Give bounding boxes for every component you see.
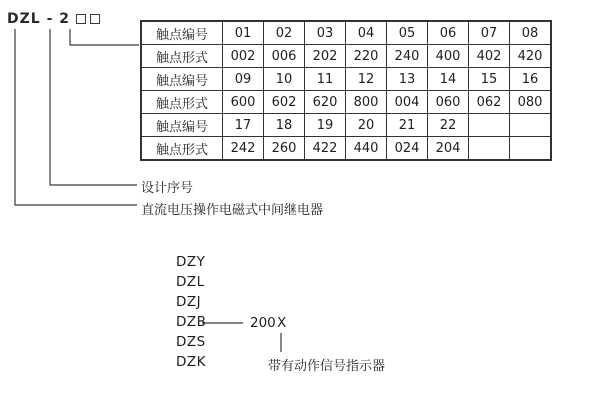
model-digit-box-2: [90, 14, 100, 24]
value-cell: 242: [223, 137, 264, 161]
value-cell: 080: [510, 91, 552, 114]
value-cell: 600: [223, 91, 264, 114]
series-item-dzb: DZB: [176, 314, 207, 330]
variant-note-label: 带有动作信号指示器: [268, 359, 386, 374]
dzb-number-value: 200: [250, 315, 276, 331]
table-row: [141, 91, 551, 114]
value-cell: 422: [305, 137, 346, 161]
value-cell: 04: [346, 21, 387, 45]
value-cell: 260: [264, 137, 305, 161]
table-row: [141, 137, 551, 161]
value-cell: 220: [346, 45, 387, 68]
dzb-variant-value: X: [277, 315, 287, 331]
value-cell: 14: [428, 68, 469, 91]
table-row: [141, 45, 551, 68]
row-label-cell: 触点形式: [141, 137, 223, 161]
relay-type-connector-line: [15, 29, 137, 205]
row-label-cell: 触点编号: [141, 68, 223, 91]
value-cell: 420: [510, 45, 552, 68]
value-cell: 16: [510, 68, 552, 91]
table-row: [141, 114, 551, 137]
value-cell: 620: [305, 91, 346, 114]
relay-type-label: 直流电压操作电磁式中间继电器: [141, 203, 324, 218]
series-item-dzl: DZL: [176, 274, 205, 290]
value-cell: 15: [469, 68, 510, 91]
value-cell: [510, 114, 552, 137]
model-digit-box-1: [76, 14, 86, 24]
value-cell: 13: [387, 68, 428, 91]
value-cell: 204: [428, 137, 469, 161]
row-label-cell: 触点编号: [141, 21, 223, 45]
model-code-text: DZL - 2: [7, 11, 70, 27]
value-cell: 11: [305, 68, 346, 91]
series-item-dzs: DZS: [176, 334, 206, 350]
value-cell: 21: [387, 114, 428, 137]
table-connector-line: [70, 29, 139, 45]
model-code-header: [7, 11, 100, 27]
value-cell: 006: [264, 45, 305, 68]
value-cell: 09: [223, 68, 264, 91]
series-item-dzy: DZY: [176, 254, 206, 270]
value-cell: 17: [223, 114, 264, 137]
value-cell: 07: [469, 21, 510, 45]
contact-table: [140, 20, 552, 161]
design-serial-label: 设计序号: [141, 181, 194, 196]
row-label-cell: 触点形式: [141, 91, 223, 114]
value-cell: 004: [387, 91, 428, 114]
row-label-cell: 触点形式: [141, 45, 223, 68]
value-cell: 060: [428, 91, 469, 114]
series-item-dzj: DZJ: [176, 294, 202, 310]
value-cell: 18: [264, 114, 305, 137]
table-row: [141, 21, 551, 45]
value-cell: [510, 137, 552, 161]
series-list: [176, 252, 206, 372]
value-cell: 08: [510, 21, 552, 45]
value-cell: 602: [264, 91, 305, 114]
value-cell: 400: [428, 45, 469, 68]
row-label-cell: 触点编号: [141, 114, 223, 137]
value-cell: 02: [264, 21, 305, 45]
value-cell: 800: [346, 91, 387, 114]
value-cell: 22: [428, 114, 469, 137]
value-cell: [469, 114, 510, 137]
series-item-dzk: DZK: [176, 354, 206, 370]
value-cell: 19: [305, 114, 346, 137]
value-cell: 12: [346, 68, 387, 91]
value-cell: 062: [469, 91, 510, 114]
table-row: [141, 68, 551, 91]
design-serial-connector-line: [50, 29, 137, 185]
value-cell: 20: [346, 114, 387, 137]
value-cell: 06: [428, 21, 469, 45]
value-cell: 024: [387, 137, 428, 161]
value-cell: 202: [305, 45, 346, 68]
value-cell: 03: [305, 21, 346, 45]
contact-table-body: [141, 21, 551, 160]
value-cell: 002: [223, 45, 264, 68]
value-cell: 05: [387, 21, 428, 45]
value-cell: 402: [469, 45, 510, 68]
value-cell: [469, 137, 510, 161]
value-cell: 10: [264, 68, 305, 91]
value-cell: 01: [223, 21, 264, 45]
value-cell: 440: [346, 137, 387, 161]
value-cell: 240: [387, 45, 428, 68]
